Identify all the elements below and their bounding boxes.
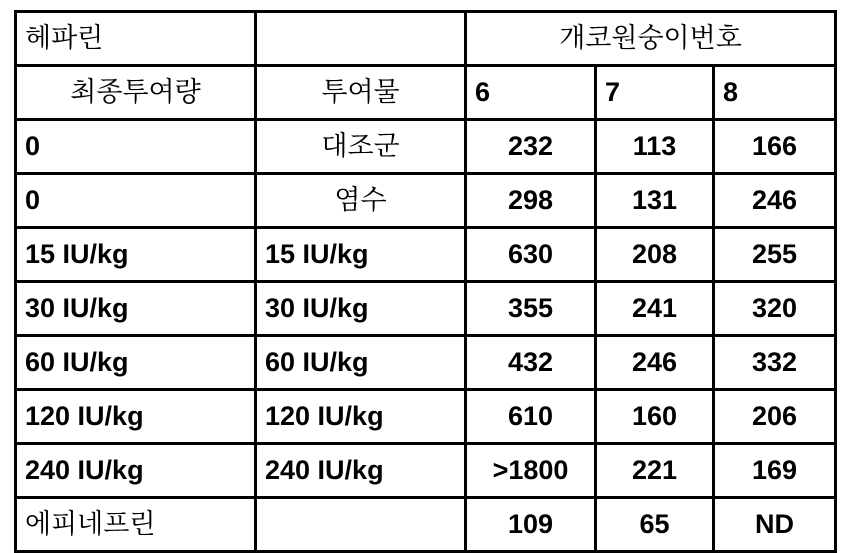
data-table — [14, 10, 837, 553]
cell-dose: 0 — [16, 174, 256, 228]
table-column-header-row — [16, 66, 836, 120]
cell-substance: 120 IU/kg — [256, 390, 466, 444]
cell-value-8: 320 — [714, 282, 836, 336]
header-group-heparin: 헤파린 — [16, 12, 256, 66]
column-header-substance: 투여물 — [256, 66, 466, 120]
table-row — [16, 336, 836, 390]
cell-value-7: 221 — [596, 444, 714, 498]
cell-value-6: 355 — [466, 282, 596, 336]
table-row — [16, 390, 836, 444]
column-header-subject-7: 7 — [596, 66, 714, 120]
cell-value-7: 131 — [596, 174, 714, 228]
cell-substance: 대조군 — [256, 120, 466, 174]
cell-value-8: 166 — [714, 120, 836, 174]
cell-value-8: 255 — [714, 228, 836, 282]
column-header-subject-8: 8 — [714, 66, 836, 120]
cell-value-6: 432 — [466, 336, 596, 390]
cell-dose: 240 IU/kg — [16, 444, 256, 498]
table-row — [16, 120, 836, 174]
table-row — [16, 174, 836, 228]
cell-value-6: >1800 — [466, 444, 596, 498]
cell-value-8: 246 — [714, 174, 836, 228]
cell-value-8: 332 — [714, 336, 836, 390]
header-group-empty — [256, 12, 466, 66]
table-header-group-row — [16, 12, 836, 66]
table-row — [16, 228, 836, 282]
cell-epinephrine-label: 에피네프린 — [16, 498, 256, 552]
cell-value-8: ND — [714, 498, 836, 552]
cell-value-7: 160 — [596, 390, 714, 444]
cell-value-7: 113 — [596, 120, 714, 174]
cell-substance: 15 IU/kg — [256, 228, 466, 282]
cell-substance: 염수 — [256, 174, 466, 228]
column-header-final-dose: 최종투여량 — [16, 66, 256, 120]
cell-epinephrine-substance — [256, 498, 466, 552]
cell-value-6: 109 — [466, 498, 596, 552]
cell-value-6: 630 — [466, 228, 596, 282]
cell-value-7: 65 — [596, 498, 714, 552]
cell-value-7: 208 — [596, 228, 714, 282]
cell-value-7: 246 — [596, 336, 714, 390]
cell-value-8: 206 — [714, 390, 836, 444]
cell-dose: 30 IU/kg — [16, 282, 256, 336]
cell-substance: 240 IU/kg — [256, 444, 466, 498]
cell-value-7: 241 — [596, 282, 714, 336]
table-row — [16, 282, 836, 336]
header-group-baboon-number: 개코원숭이번호 — [466, 12, 836, 66]
cell-substance: 60 IU/kg — [256, 336, 466, 390]
table-footer-row — [16, 498, 836, 552]
cell-value-6: 610 — [466, 390, 596, 444]
cell-dose: 15 IU/kg — [16, 228, 256, 282]
cell-value-8: 169 — [714, 444, 836, 498]
cell-value-6: 232 — [466, 120, 596, 174]
cell-dose: 60 IU/kg — [16, 336, 256, 390]
data-table-container — [14, 10, 834, 553]
cell-value-6: 298 — [466, 174, 596, 228]
table-row — [16, 444, 836, 498]
cell-substance: 30 IU/kg — [256, 282, 466, 336]
cell-dose: 120 IU/kg — [16, 390, 256, 444]
column-header-subject-6: 6 — [466, 66, 596, 120]
cell-dose: 0 — [16, 120, 256, 174]
